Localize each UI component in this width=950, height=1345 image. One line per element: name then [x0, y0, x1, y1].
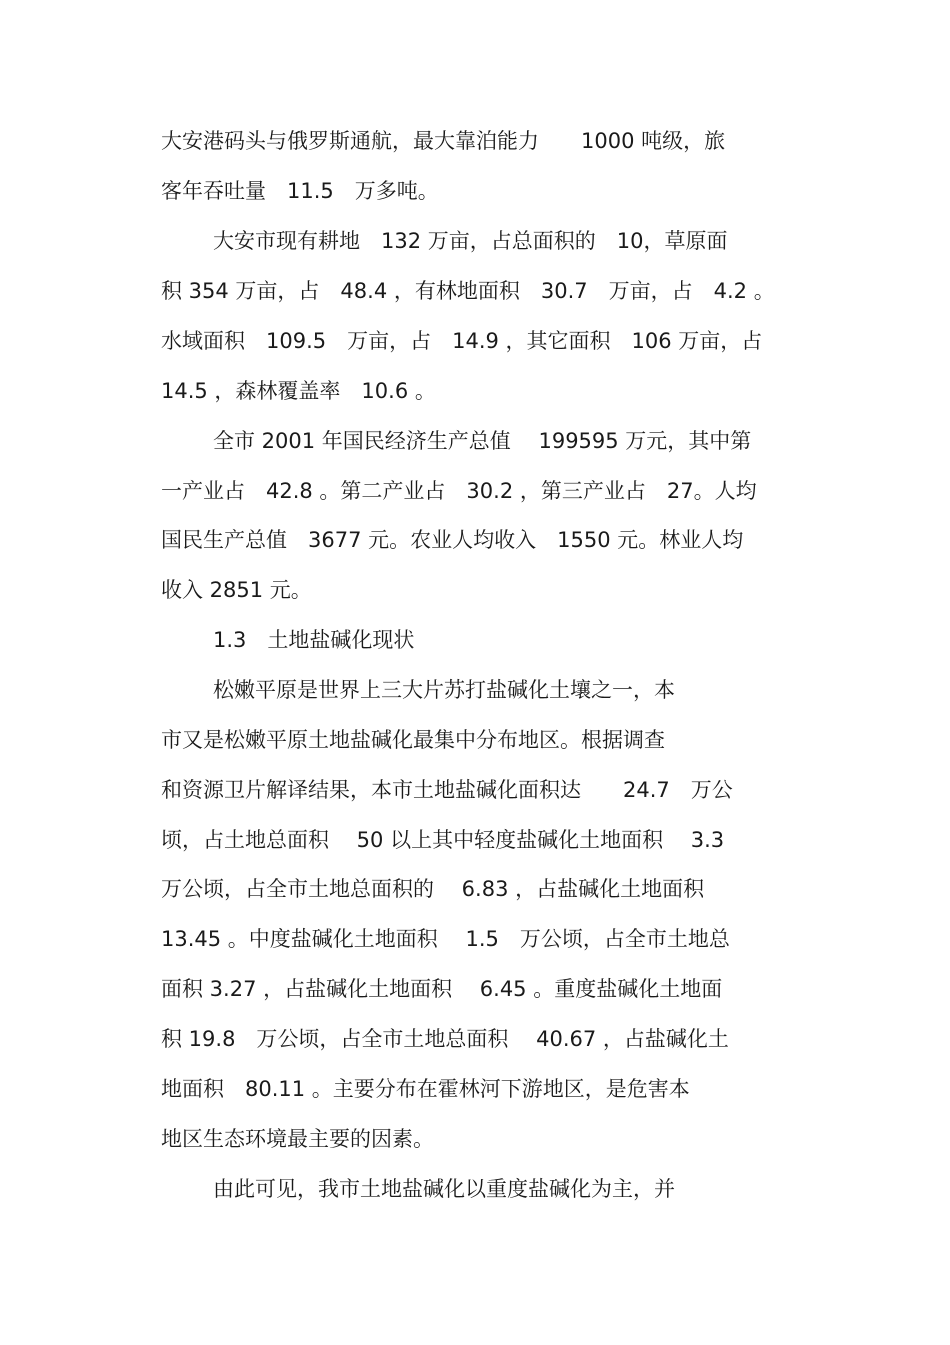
text-line: 收入 2851 元。: [161, 578, 312, 602]
text-line: 客年吞吐量 11.5 万多吨。: [161, 179, 439, 203]
text-line: 13.45 。中度盐碱化土地面积 1.5 万公顷，占全市土地总: [161, 927, 730, 951]
text-line: 顷，占土地总面积 50 以上其中轻度盐碱化土地面积 3.3: [161, 828, 725, 852]
text-line: 松嫩平原是世界上三大片苏打盐碱化土壤之一，本: [213, 678, 675, 702]
text-line: 全市 2001 年国民经济生产总值 199595 万元，其中第: [213, 429, 752, 453]
text-line: 水域面积 109.5 万亩，占 14.9 ，其它面积 106 万亩，占: [161, 329, 763, 353]
text-line: 由此可见，我市土地盐碱化以重度盐碱化为主，并: [213, 1177, 675, 1201]
text-line: 积 354 万亩，占 48.4 ，有林地面积 30.7 万亩，占 4.2 。: [161, 279, 775, 303]
text-line: 和资源卫片解译结果，本市土地盐碱化面积达 24.7 万公: [161, 778, 733, 802]
text-line: 市又是松嫩平原土地盐碱化最集中分布地区。根据调查: [161, 728, 665, 752]
text-line: 大安市现有耕地 132 万亩，占总面积的 10，草原面: [213, 229, 728, 253]
section-heading: 1.3 土地盐碱化现状: [213, 628, 415, 652]
text-line: 地面积 80.11 。主要分布在霍林河下游地区，是危害本: [161, 1077, 690, 1101]
text-line: 14.5 ，森林覆盖率 10.6 。: [161, 379, 436, 403]
text-line: 万公顷，占全市土地总面积的 6.83 ，占盐碱化土地面积: [161, 877, 705, 901]
text-line: 一产业占 42.8 。第二产业占 30.2 ，第三产业占 27。人均: [161, 479, 757, 503]
text-line: 国民生产总值 3677 元。农业人均收入 1550 元。林业人均: [161, 528, 744, 552]
text-line: 积 19.8 万公顷，占全市土地总面积 40.67 ，占盐碱化土: [161, 1027, 729, 1051]
text-line: 地区生态环境最主要的因素。: [161, 1127, 434, 1151]
text-line: 大安港码头与俄罗斯通航，最大靠泊能力 1000 吨级，旅: [161, 129, 726, 153]
text-line: 面积 3.27 ，占盐碱化土地面积 6.45 。重度盐碱化土地面: [161, 977, 723, 1001]
